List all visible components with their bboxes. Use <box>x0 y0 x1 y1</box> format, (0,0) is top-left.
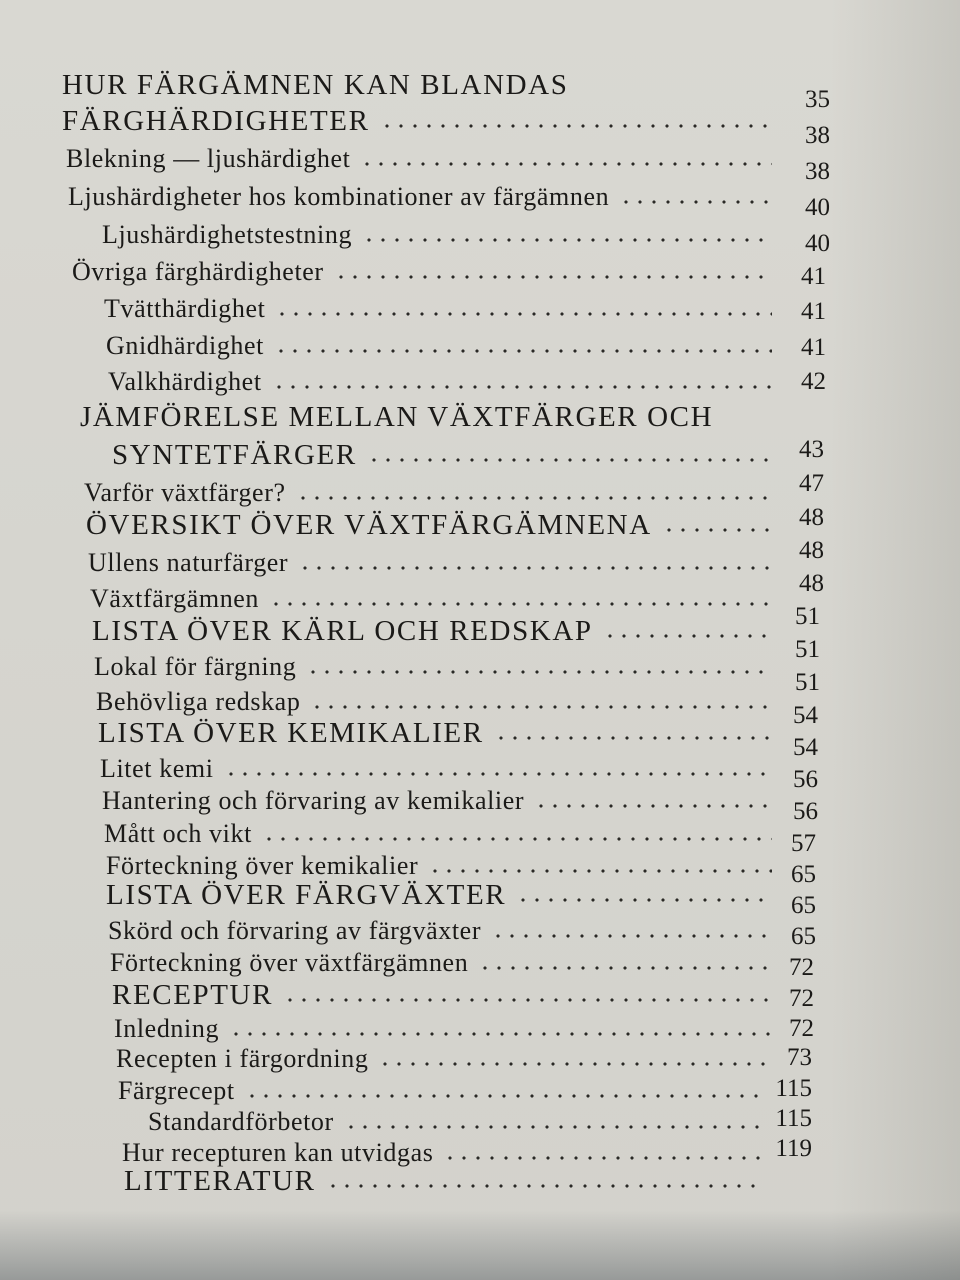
dot-leader <box>334 274 772 280</box>
toc-entry-title: Mått och vikt <box>104 819 252 848</box>
toc-entry-title: Ljushärdighetstestning <box>102 220 353 249</box>
dot-leader <box>516 897 772 903</box>
toc-entry <box>118 1072 768 1106</box>
toc-entry-title: Hur recepturen kan utvidgas <box>122 1138 434 1167</box>
dot-leader <box>306 669 772 675</box>
page-number: 56 <box>793 798 818 825</box>
toc-entry <box>108 912 778 946</box>
dot-leader <box>229 1031 772 1037</box>
toc-entry <box>100 750 778 784</box>
page-number: 48 <box>799 570 824 597</box>
toc-entry <box>68 178 778 212</box>
toc-entry <box>104 815 778 849</box>
dot-leader <box>494 735 772 741</box>
dot-leader <box>245 1093 762 1099</box>
page-number: 72 <box>789 1015 814 1042</box>
dot-leader <box>478 965 772 971</box>
page-number: 38 <box>805 158 830 185</box>
dot-leader <box>272 384 772 390</box>
toc-entry-title: Blekning — ljushärdighet <box>66 144 351 173</box>
dot-leader <box>534 803 772 809</box>
toc-entry <box>116 1040 778 1074</box>
dot-leader <box>283 997 772 1003</box>
toc-entry <box>114 1010 778 1044</box>
page-number: 38 <box>805 122 830 149</box>
dot-leader <box>262 836 772 842</box>
page-number: 56 <box>793 766 818 793</box>
dot-leader <box>367 457 772 463</box>
toc-entry-title: Ullens naturfärger <box>88 548 289 577</box>
page-number: 51 <box>795 669 820 696</box>
toc-entry-title: ÖVERSIKT ÖVER VÄXTFÄRGÄMNENA <box>86 509 652 541</box>
toc-entry-title: Litet kemi <box>100 754 214 783</box>
toc-entry <box>86 506 778 540</box>
toc-entry-title: Gnidhärdighet <box>106 331 264 360</box>
toc-entry-title: LISTA ÖVER KÄRL OCH REDSKAP <box>92 615 593 647</box>
dot-leader <box>491 933 772 939</box>
dot-leader <box>269 601 772 607</box>
page-number: 48 <box>799 537 824 564</box>
page-number: 51 <box>795 603 820 630</box>
page-number: 48 <box>799 504 824 531</box>
toc-entry-title: Färgrecept <box>118 1076 235 1105</box>
toc-entry <box>98 714 778 748</box>
toc-entry <box>84 474 778 508</box>
page-number: 72 <box>789 954 814 981</box>
dot-leader <box>378 1061 772 1067</box>
toc-entry <box>62 66 778 100</box>
dot-leader <box>619 199 772 205</box>
toc-entry-title: Ljushärdigheter hos kombinationer av färgämnen <box>68 182 610 211</box>
page-number: 54 <box>793 734 818 761</box>
toc-entry <box>148 1103 768 1137</box>
page-number: 65 <box>791 923 816 950</box>
page-number: 57 <box>791 830 816 857</box>
toc-entry-title: Skörd och förvaring av färgväxter <box>108 916 482 945</box>
toc-entry-title: SYNTETFÄRGER <box>112 439 357 471</box>
toc-entry <box>124 1162 768 1196</box>
dot-leader <box>326 1183 762 1189</box>
toc-entry-title: LISTA ÖVER FÄRGVÄXTER <box>106 879 507 911</box>
page-number: 41 <box>801 334 826 361</box>
page-number: 41 <box>801 298 826 325</box>
toc-entry <box>110 944 778 978</box>
page-number: 115 <box>775 1075 812 1102</box>
page-number: 43 <box>799 436 824 463</box>
toc-entry <box>102 782 778 816</box>
dot-leader <box>344 1124 762 1130</box>
dot-leader <box>380 123 772 129</box>
dot-leader <box>296 495 772 501</box>
page-number: 47 <box>799 470 824 497</box>
toc-entry-title: Standardförbetor <box>148 1107 334 1136</box>
page-number: 119 <box>775 1135 812 1162</box>
dot-leader <box>224 771 772 777</box>
dot-leader <box>275 311 772 317</box>
toc-entry <box>90 580 778 614</box>
toc-entry-title: Övriga färghärdigheter <box>72 257 324 286</box>
toc-entry <box>62 102 778 136</box>
page-number: 51 <box>795 636 820 663</box>
page-number: 42 <box>801 368 826 395</box>
toc-entry-title: Behövliga redskap <box>96 687 301 716</box>
page-number: 54 <box>793 702 818 729</box>
toc-entry-title: Lokal för färgning <box>94 652 297 681</box>
toc-entry <box>108 363 778 397</box>
toc-entry-title: Växtfärgämnen <box>90 584 260 613</box>
toc-entry-title: Varför växtfärger? <box>84 478 286 507</box>
toc-entry-title: Förteckning över växtfärgämnen <box>110 948 469 977</box>
toc-entry <box>96 683 778 717</box>
dot-leader <box>443 1155 762 1161</box>
dot-leader <box>362 237 772 243</box>
dot-leader <box>310 704 772 710</box>
toc-entry-title: LITTERATUR <box>124 1165 316 1197</box>
page-number: 41 <box>801 263 826 290</box>
toc-entry-title: Tvätthärdighet <box>104 294 266 323</box>
toc-entry <box>80 398 778 432</box>
toc-entry <box>102 216 778 250</box>
toc-entry-title: HUR FÄRGÄMNEN KAN BLANDAS <box>62 69 569 101</box>
dot-leader <box>662 527 772 533</box>
toc-entry-title: RECEPTUR <box>112 979 274 1011</box>
toc-entry <box>112 436 778 470</box>
toc-entry-title: Inledning <box>114 1014 220 1043</box>
toc-entry-title: Hantering och förvaring av kemikalier <box>102 786 525 815</box>
toc-entry <box>112 976 778 1010</box>
toc-entry-title: Valkhärdighet <box>108 367 262 396</box>
dot-leader <box>360 161 772 167</box>
toc-entry-title: Förteckning över kemikalier <box>106 851 419 880</box>
toc-entry <box>72 253 778 287</box>
dot-leader <box>603 633 772 639</box>
toc-entry <box>106 876 778 910</box>
toc-entry-title: LISTA ÖVER KEMIKALIER <box>98 717 484 749</box>
dot-leader <box>428 868 772 874</box>
toc-entry <box>94 648 778 682</box>
toc-entry <box>88 544 778 578</box>
toc-entry <box>104 290 778 324</box>
page-number: 73 <box>787 1044 812 1071</box>
page-number: 115 <box>775 1105 812 1132</box>
page-number: 40 <box>805 194 830 221</box>
toc-entry <box>106 327 778 361</box>
page-number: 65 <box>791 861 816 888</box>
toc-entry-title: JÄMFÖRELSE MELLAN VÄXTFÄRGER OCH <box>80 401 714 433</box>
page-number: 65 <box>791 892 816 919</box>
dot-leader <box>274 348 772 354</box>
dot-leader <box>298 565 772 571</box>
page-number: 35 <box>805 86 830 113</box>
toc-entry-title: FÄRGHÄRDIGHETER <box>62 105 370 137</box>
toc-entry <box>66 140 778 174</box>
page-number: 40 <box>805 230 830 257</box>
toc-entry-title: Recepten i färgordning <box>116 1044 369 1073</box>
toc-entry <box>92 612 778 646</box>
page-number: 72 <box>789 985 814 1012</box>
